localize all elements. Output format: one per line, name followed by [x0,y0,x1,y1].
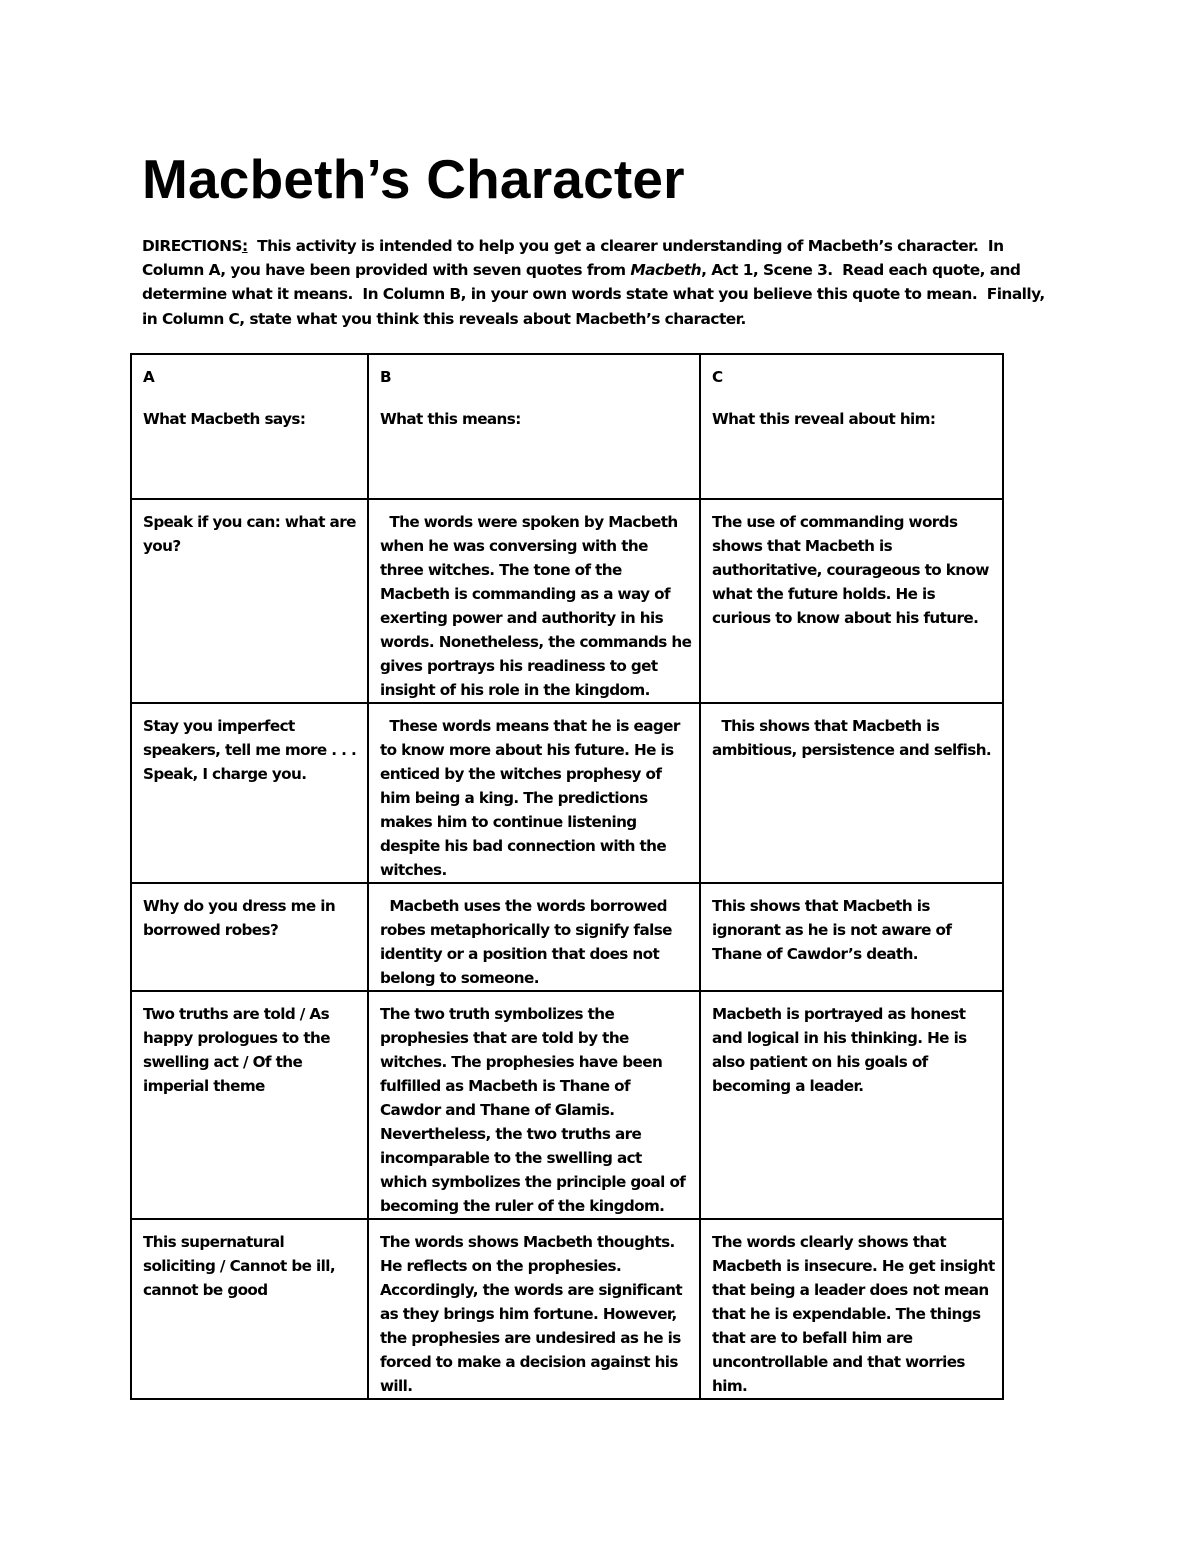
column-heading: What this means: [380,410,521,428]
header-cell-b [368,354,700,499]
quote-cell: This supernatural soliciting / Cannot be ill, cannot be good [131,1219,368,1399]
column-letter: B [380,368,391,386]
meaning-cell: The words were spoken by Macbeth when he was conversing with the three witches. The tone of the Macbeth is commanding as a way of exerting power and authority in his words. Nonetheless, the commands he gives portrays his readiness to get insight of his role in the kingdom. [368,499,700,703]
quote-cell: Why do you dress me in borrowed robes? [131,883,368,991]
reveal-cell: This shows that Macbeth is ambitious, persistence and selfish. [700,703,1003,883]
reveal-cell: This shows that Macbeth is ignorant as he is not aware of Thane of Cawdor’s death. [700,883,1003,991]
meaning-cell: The words shows Macbeth thoughts. He reflects on the prophesies. Accordingly, the words are significant as they brings him fortune. However, the prophesies are undesired as he is forced to make a decision against his will. [368,1219,700,1399]
table-header-row [131,354,1003,499]
column-letter: A [143,368,155,386]
column-heading: What this reveal about him: [712,410,936,428]
page-title: Macbeth’s Character [142,148,685,210]
quote-cell: Stay you imperfect speakers, tell me more . . . Speak, I charge you. [131,703,368,883]
directions-text-part-1: This activity is intended to help you get a clearer understanding of Macbeth’s character. In Column A, you have been provided with seven quotes from [142,237,1009,280]
header-cell-a [131,354,368,499]
reveal-cell: The use of commanding words shows that Macbeth is authoritative, courageous to know what the future holds. He is curious to know about his future. [700,499,1003,703]
meaning-cell: These words means that he is eager to know more about his future. He is enticed by the witches prophesy of him being a king. The predictions makes him to continue listening despite his bad connection with the witches. [368,703,700,883]
reveal-cell: Macbeth is portrayed as honest and logical in his thinking. He is also patient on his goals of becoming a leader. [700,991,1003,1219]
quote-cell: Speak if you can: what are you? [131,499,368,703]
meaning-cell: Macbeth uses the words borrowed robes metaphorically to signify false identity or a position that does not belong to someone. [368,883,700,991]
directions-paragraph [142,234,1062,331]
meaning-cell: The two truth symbolizes the prophesies that are told by the witches. The prophesies have been fulfilled as Macbeth is Thane of Cawdor and Thane of Glamis. Nevertheless, the two truths are incomparable to the swelling act which symbolizes the principle goal of becoming the ruler of the kingdom. [368,991,700,1219]
play-title: Macbeth [630,261,702,280]
directions-colon: : [241,237,248,255]
reveal-cell: The words clearly shows that Macbeth is insecure. He get insight that being a leader does not mean that he is expendable. The things that are to befall him are uncontrollable and that worries him. [700,1219,1003,1399]
column-letter: C [712,368,723,386]
character-analysis-table [130,353,1004,1400]
directions-label: DIRECTIONS [142,237,242,255]
directions-text-part-2: , Act 1, Scene 3. Read each quote, and determine what it means. In Column B, in your own words state what you believe this quote to mean. Finally, in Column C, state what you think this reveals about Macbeth’s character. [142,261,1050,328]
table-row [131,1219,1003,1399]
quote-cell: Two truths are told / As happy prologues to the swelling act / Of the imperial theme [131,991,368,1219]
table-row [131,499,1003,703]
table-row [131,703,1003,883]
table-row [131,991,1003,1219]
table-row [131,883,1003,991]
header-cell-c [700,354,1003,499]
column-heading: What Macbeth says: [143,410,306,428]
